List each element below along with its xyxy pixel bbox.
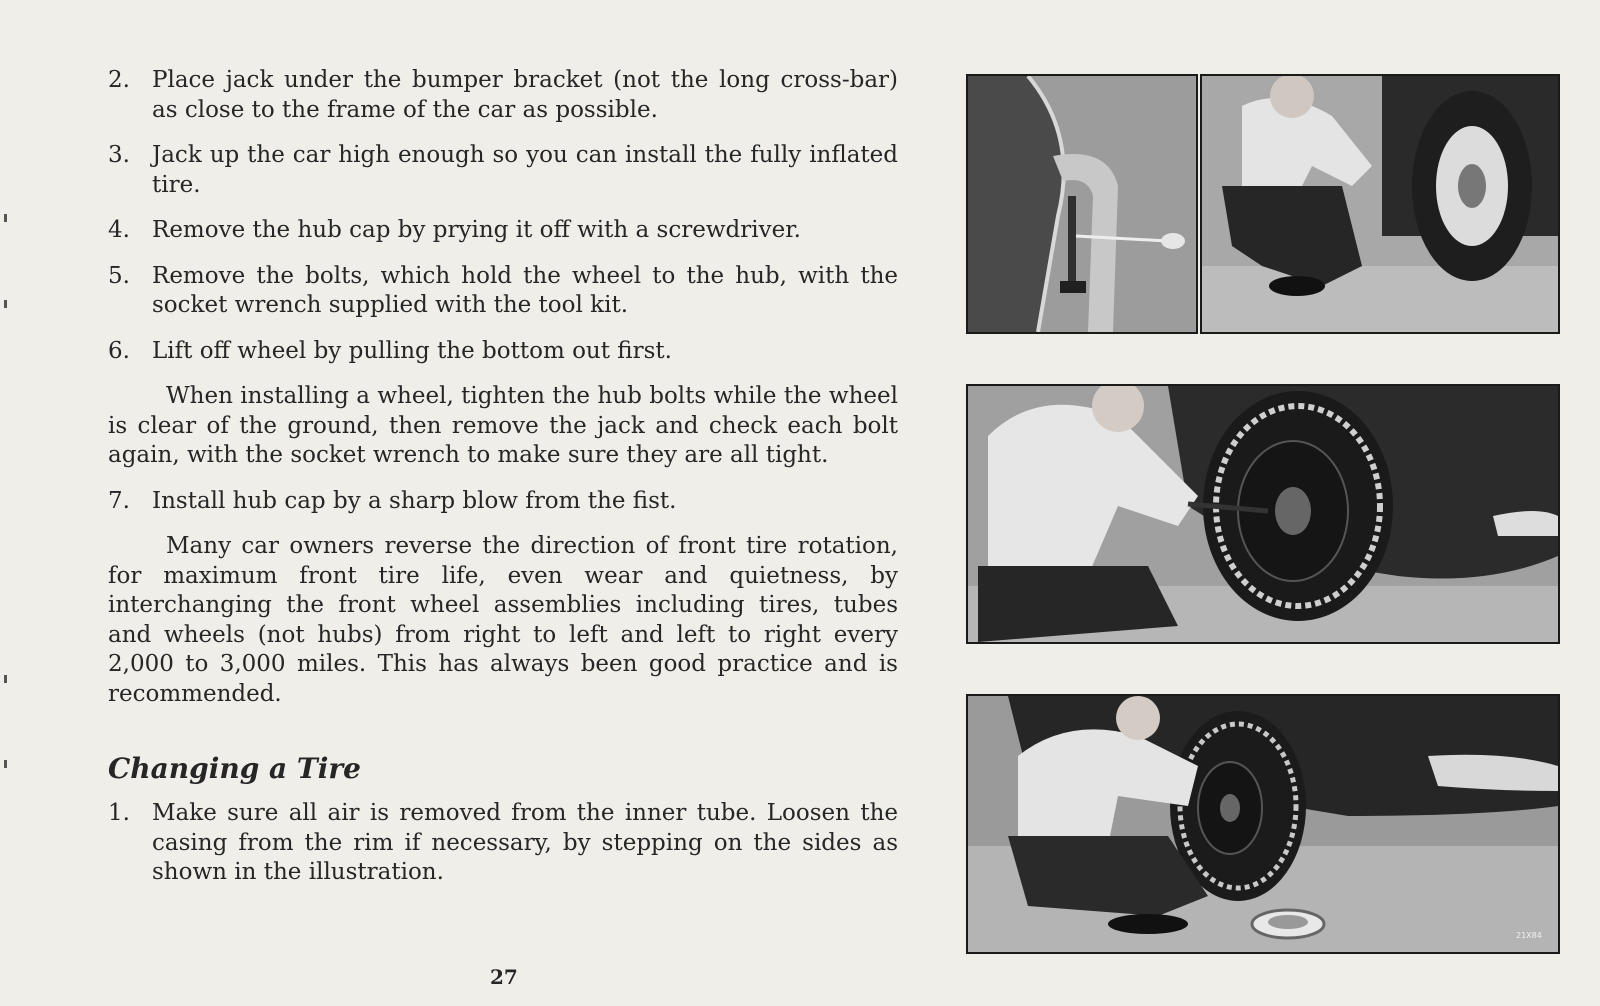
- step-text: Install hub cap by a sharp blow from the fist.: [152, 487, 677, 514]
- photo-jack-under-bumper: [966, 74, 1198, 334]
- margin-mark: [4, 675, 7, 683]
- step-number: 2.: [108, 67, 130, 93]
- step-text: Place jack under the bumper bracket (not the long cross-bar) as close to the frame of the car as possible.: [152, 67, 898, 123]
- step-number: 5.: [108, 262, 130, 289]
- photo-code: 21X84: [1516, 931, 1542, 940]
- step-number: 4.: [108, 217, 130, 243]
- page-number: 27: [490, 965, 518, 989]
- step-text: Remove the hub cap by prying it off with a screwdriver.: [152, 217, 801, 243]
- step-text: Remove the bolts, which hold the wheel to the hub, with the socket wrench supplied with the tool kit.: [152, 262, 898, 318]
- margin-mark: [4, 300, 7, 308]
- photo-removing-hub-cap: [1200, 74, 1560, 334]
- paragraph-installing: When installing a wheel, tighten the hub bolts while the wheel is clear of the ground, then remove the jack and check each bolt again, with the socket wrench to make sure they are all tight.: [108, 383, 898, 468]
- list-item: [108, 799, 898, 888]
- text-column: [108, 66, 898, 904]
- photo-removing-bolts: [966, 384, 1560, 644]
- step-text: Make sure all air is removed from the inner tube. Loosen the casing from the rim if necessary, by stepping on the sides as shown in the illustration.: [152, 800, 898, 885]
- list-item: [108, 337, 898, 367]
- list-item: [108, 262, 898, 321]
- list-item: [108, 487, 898, 517]
- list-item: [108, 216, 898, 246]
- margin-mark: [4, 760, 7, 768]
- step-text: Lift off wheel by pulling the bottom out first.: [152, 337, 672, 364]
- list-item: [108, 66, 898, 125]
- step-number: 1.: [108, 800, 130, 826]
- photo-loosening-casing: [966, 694, 1560, 954]
- step-text: Jack up the car high enough so you can install the fully inflated tire.: [152, 142, 898, 198]
- section-heading: Changing a Tire: [108, 752, 361, 785]
- step-number: 3.: [108, 142, 130, 168]
- step-number: 6.: [108, 337, 130, 364]
- paragraph-rotation: Many car owners reverse the direction of front tire rotation, for maximum front tire life, even wear and quietness, by interchanging the front wheel assemblies including tires, tubes and wheels (not hubs) from right to left and left to right every 2,000 to 3,000 miles. This has always been good practice and is recommended.: [108, 533, 898, 707]
- list-item: [108, 141, 898, 200]
- step-number: 7.: [108, 487, 130, 514]
- margin-mark: [4, 214, 7, 222]
